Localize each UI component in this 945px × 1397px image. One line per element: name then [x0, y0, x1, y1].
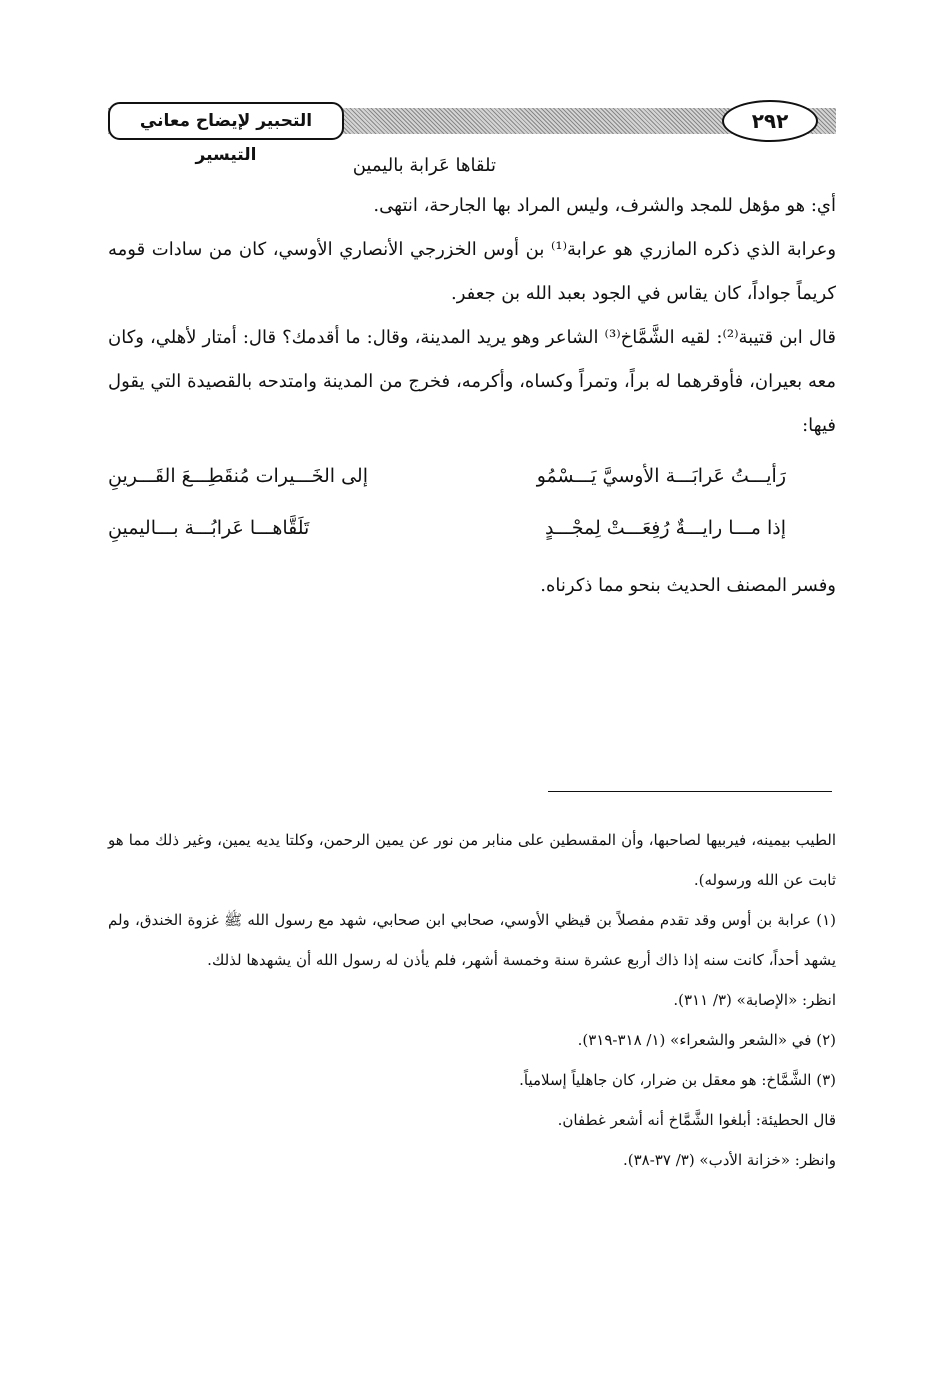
paragraph: وعرابة الذي ذكره المازري هو عرابة⁽¹⁾ بن أوس الخزرجي الأنصاري الأوسي، كان من سادات قومه كريماً جواداً، كان يقاس في الجود بعبد الله بن جعفر.: [108, 239, 837, 304]
footnotes: [108, 820, 836, 1180]
footnote: الطيب بيمينه، فيربيها لصاحبها، وأن المقسطين على منابر من نور عن يمين الرحمن، وكلتا يديه يمين، وغير ذلك مما هو ثابت عن الله ورسوله).: [108, 831, 836, 889]
poem-verse: [108, 450, 836, 502]
main-text: [108, 148, 836, 608]
paragraph: قال ابن قتيبة⁽²⁾: لقيه الشَّمَّاخ⁽³⁾ الشاعر وهو يريد المدينة، وقال: ما أقدمك؟ قال: أمتار لأهلي، وكان معه بعيران، فأوقرهما له براً، وتمراً وكساه، وأكرمه، فخرج من المدينة وامتدحه بالقصيدة التي يقول فيها:: [108, 327, 836, 436]
verse-second-hemistich: تَلَقَّاهـــا عَرابُـــة بـــاليمينِ: [108, 517, 310, 539]
footnote: (١) عرابة بن أوس وقد تقدم مفصلاً بن قيظي الأوسي، صحابي ابن صحابي، شهد مع رسول الله ﷺ غزوة الخندق، ولم يشهد أحداً، كانت سنه إذا ذاك أربع عشرة سنة وخمسة أشهر، فلم يأذن له رسول الله أن يشهدها لذلك.: [108, 911, 836, 969]
poem: [108, 450, 836, 554]
page-number: ٢٩٢: [722, 100, 818, 142]
footnote: قال الحطيئة: أبلغوا الشَّمَّاخ أنه أشعر غطفان.: [557, 1111, 836, 1129]
paragraph: وفسر المصنف الحديث بنحو مما ذكرناه.: [540, 575, 836, 596]
footnote: (٢) في «الشعر والشعراء» (١/ ٣١٨-٣١٩).: [577, 1031, 836, 1049]
page-header: [108, 100, 836, 165]
paragraph: أي: هو مؤهل للمجد والشرف، وليس المراد بها الجارحة، انتهى.: [373, 195, 836, 216]
verse-first-hemistich: رَأيـــتُ عَرابَـــة الأوسيَّ يَـــسْمُو: [536, 465, 786, 487]
footnote: وانظر: «خزانة الأدب» (٣/ ٣٧-٣٨).: [622, 1151, 836, 1169]
verse-first-hemistich: إذا مـــا رايـــةٌ رُفِعَـــتْ لِمجْـــدٍ: [545, 517, 786, 539]
book-title: التحبير لإيضاح معاني التيسير: [108, 102, 344, 140]
footnote: (٣) الشَّمَّاخ: هو معقل بن ضرار، كان جاهلياً إسلامياً.: [519, 1071, 836, 1089]
footnote: انظر: «الإصابة» (٣/ ٣١١).: [673, 991, 836, 1009]
poem-verse: [108, 502, 836, 554]
footnote-divider: [548, 791, 832, 792]
verse-continuation: تلقاها عَرابة باليمين: [352, 155, 496, 176]
verse-second-hemistich: إلى الخَـــيرات مُنقَطِـــعَ القَـــرينِ: [108, 465, 368, 487]
